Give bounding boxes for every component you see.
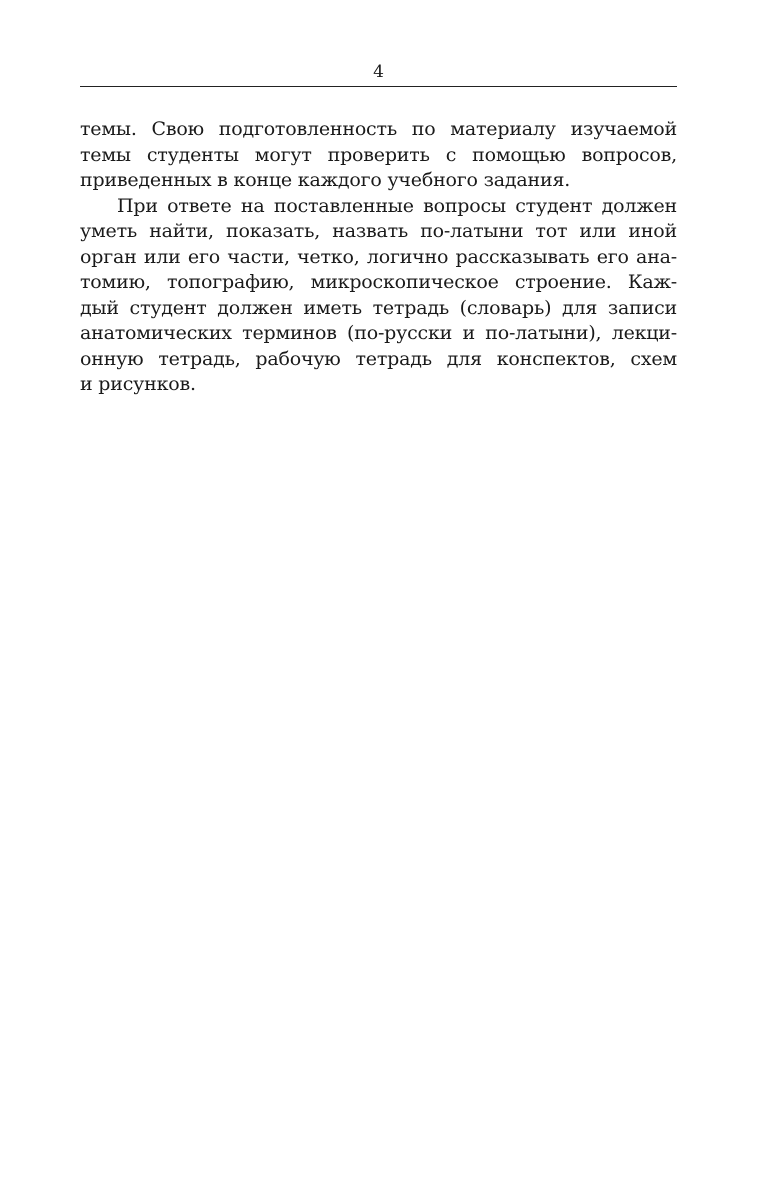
text-line: онную тетрадь, рабочую тетрадь для конспектов, схем — [80, 347, 677, 370]
text-line: анатомических терминов (по-русски и по-латыни), лекци- — [80, 322, 677, 344]
page-number: 4 — [373, 62, 384, 82]
text-line: приведенных в конце каждого учебного задания. — [80, 169, 571, 191]
paragraph-1 — [80, 117, 677, 194]
text-line: уметь найти, показать, назвать по-латыни тот или иной — [80, 220, 677, 242]
text-block — [80, 117, 677, 398]
text-line: При ответе на поставленные вопросы студент должен — [117, 194, 677, 217]
text-line: дый студент должен иметь тетрадь (словарь) для записи — [80, 296, 677, 319]
text-line: и рисунков. — [80, 373, 196, 395]
paragraph-2 — [80, 194, 677, 398]
text-line: темы студенты могут проверить с помощью вопросов, — [80, 143, 677, 166]
header-rule — [80, 86, 677, 87]
text-line: томию, топографию, микроскопическое строение. Каж- — [80, 271, 677, 293]
text-line: темы. Свою подготовленность по материалу изучаемой — [80, 118, 677, 140]
text-line: орган или его части, четко, логично рассказывать его ана- — [80, 245, 677, 268]
